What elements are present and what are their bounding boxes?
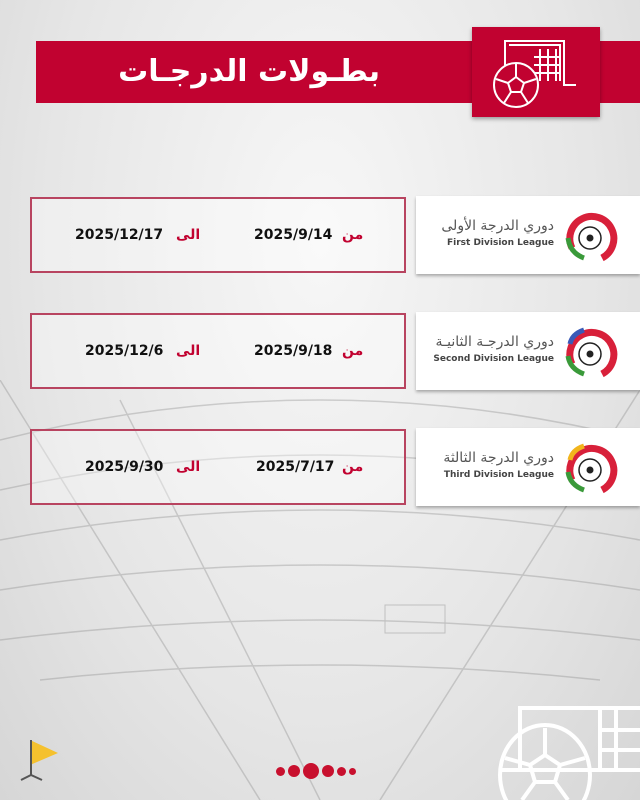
league-logo-card: [416, 196, 640, 274]
date-range-box: [30, 429, 406, 505]
page-dots-decoration: [276, 763, 356, 779]
league-name-en: Second Division League: [433, 354, 554, 364]
league-logo-card: [416, 428, 640, 506]
from-label: من: [342, 227, 364, 243]
league-name-en: First Division League: [446, 238, 554, 248]
league-logo-icon: [562, 324, 618, 380]
football-goal-outline-icon: [490, 700, 640, 800]
from-date: 2025/7/17: [256, 459, 335, 475]
date-range-box: [30, 313, 406, 389]
to-label: الى: [176, 459, 201, 475]
league-name-en: Third Division League: [443, 470, 554, 480]
league-name-ar: دوري الدرجـة الثانيـة: [435, 334, 554, 350]
to-date: 2025/12/6: [85, 343, 164, 359]
to-date: 2025/9/30: [85, 459, 164, 475]
to-label: الى: [176, 343, 201, 359]
header-icon-box: [472, 27, 600, 117]
from-label: من: [342, 459, 364, 475]
league-row-third: [0, 429, 640, 509]
league-logo-icon: [562, 440, 618, 496]
from-label: من: [342, 343, 364, 359]
to-label: الى: [176, 227, 201, 243]
league-row-first: [0, 197, 640, 277]
league-row-second: [0, 313, 640, 393]
page-title: بطـولات الدرجـات: [118, 54, 380, 89]
from-date: 2025/9/14: [254, 227, 333, 243]
date-range-box: [30, 197, 406, 273]
league-logo-icon: [562, 208, 618, 264]
league-logo-card: [416, 312, 640, 390]
corner-flag-icon: [20, 735, 65, 785]
to-date: 2025/12/17: [75, 227, 164, 243]
league-name-ar: دوري الدرجة الأولى: [441, 218, 554, 234]
football-goal-icon: [472, 27, 600, 117]
league-name-ar: دوري الدرجة الثالثة: [443, 450, 554, 466]
from-date: 2025/9/18: [254, 343, 333, 359]
